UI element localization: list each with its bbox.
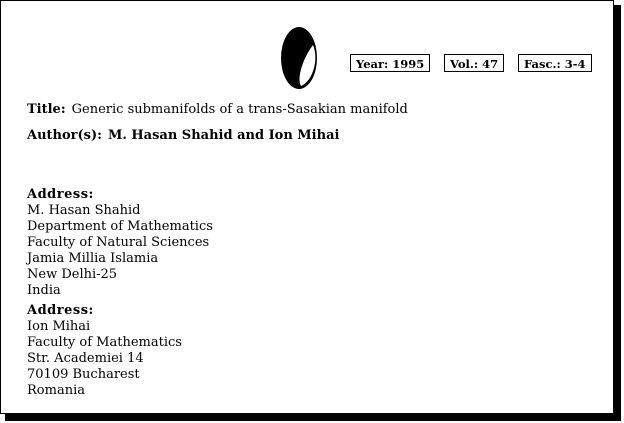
address-line: Faculty of Natural Sciences [27, 235, 210, 250]
title-row [27, 102, 408, 117]
card-shadow-bottom [5, 414, 621, 421]
article-title: Generic submanifolds of a trans-Sasakian manifold [71, 102, 408, 117]
address-block-1 [27, 187, 213, 299]
card-shadow-right [614, 5, 621, 419]
address-line: Jamia Millia Islamia [27, 251, 159, 266]
address-line: Department of Mathematics [27, 219, 213, 234]
address-line: New Delhi-25 [27, 267, 118, 282]
fascicle-label: Fasc.: [524, 57, 561, 71]
authors-label: Author(s): [27, 128, 102, 143]
authors-row [27, 128, 339, 143]
journal-seal-icon [279, 25, 319, 91]
address-line: India [27, 283, 61, 298]
address-block-2 [27, 303, 182, 399]
address-line: Romania [27, 383, 85, 398]
volume-value: 47 [482, 57, 499, 71]
fascicle-badge [518, 54, 592, 72]
volume-label: Vol.: [450, 57, 479, 71]
address-heading: Address: [27, 303, 94, 318]
year-badge [350, 54, 430, 72]
year-value: 1995 [392, 57, 425, 71]
article-authors: M. Hasan Shahid and Ion Mihai [107, 128, 340, 143]
address-line: M. Hasan Shahid [27, 203, 141, 218]
address-line: Faculty of Mathematics [27, 335, 182, 350]
fascicle-value: 3-4 [564, 57, 586, 71]
address-heading: Address: [27, 187, 94, 202]
year-label: Year: [356, 57, 389, 71]
address-line: Ion Mihai [27, 319, 91, 334]
volume-badge [444, 54, 504, 72]
address-line: 70109 Bucharest [27, 367, 140, 382]
address-line: Str. Academiei 14 [27, 351, 144, 366]
title-label: Title: [27, 102, 66, 117]
